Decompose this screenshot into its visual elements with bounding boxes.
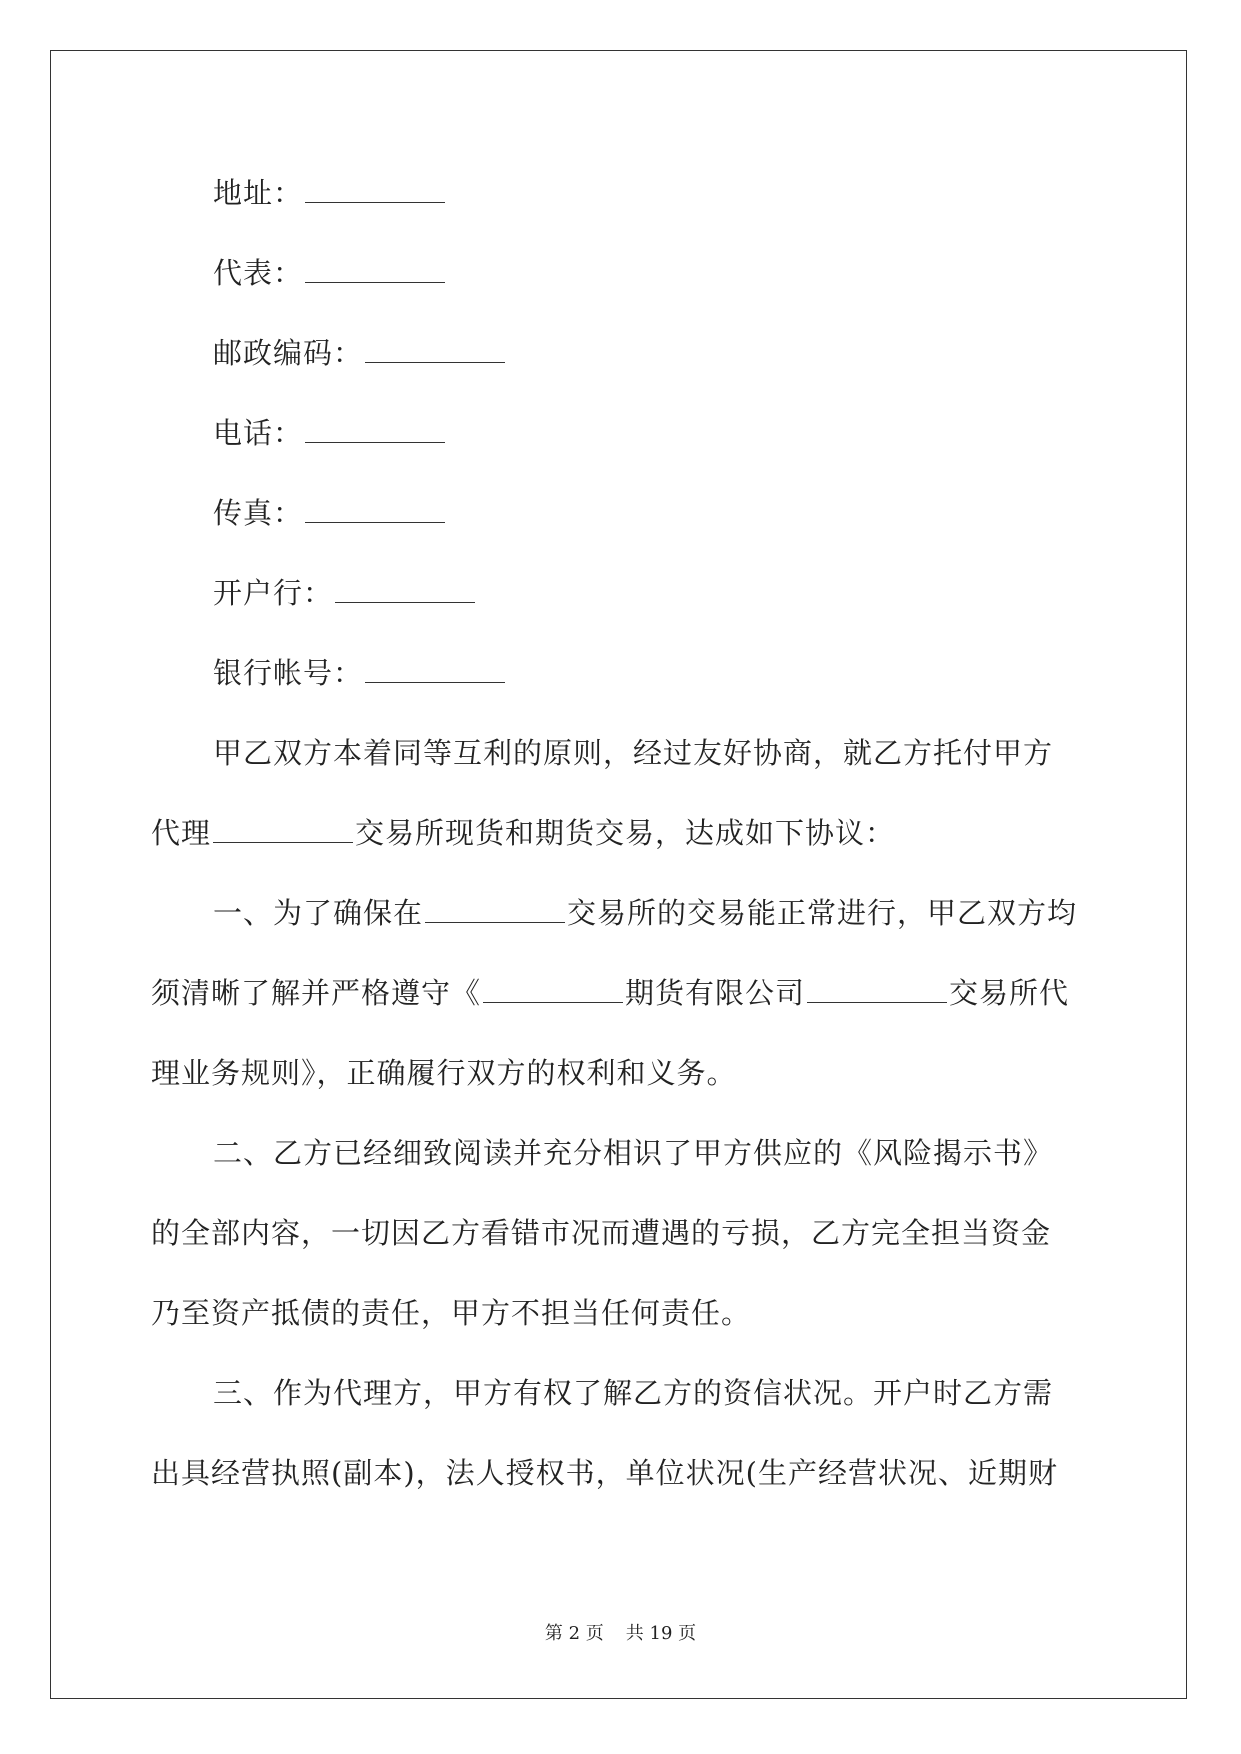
field-label: 代表： [213, 256, 304, 290]
blank-line [365, 656, 505, 683]
field-phone [213, 413, 447, 453]
field-label: 开户行： [213, 576, 334, 610]
field-label: 电话： [213, 416, 304, 450]
clause3-line-1: 三、作为代理方，甲方有权了解乙方的资信状况。开户时乙方需 [213, 1376, 1054, 1410]
intro-line-2 [151, 813, 895, 853]
blank-line [305, 496, 445, 523]
blank-line [807, 976, 947, 1003]
clause1-line-1 [213, 893, 1077, 933]
field-label: 地址： [213, 176, 304, 210]
text-segment: 须清晰了解并严格遵守《 [151, 976, 482, 1010]
field-postcode [213, 333, 507, 373]
blank-line [305, 416, 445, 443]
page-footer [0, 1622, 1241, 1646]
field-label: 传真： [213, 496, 304, 530]
field-bank [213, 573, 477, 613]
field-account [213, 653, 507, 693]
page-frame [50, 50, 1187, 1699]
blank-line [483, 976, 623, 1003]
clause1-line-2 [151, 973, 1069, 1013]
blank-line [425, 896, 565, 923]
field-label: 邮政编码： [213, 336, 364, 370]
clause2-line-1: 二、乙方已经细致阅读并充分相识了甲方供应的《风险揭示书》 [213, 1136, 1054, 1170]
blank-line [213, 816, 353, 843]
text-segment: 交易所现货和期货交易，达成如下协议： [355, 816, 896, 850]
clause1-line-3: 理业务规则》，正确履行双方的权利和义务。 [151, 1056, 737, 1090]
text-segment: 交易所代 [949, 976, 1070, 1010]
field-label: 银行帐号： [213, 656, 364, 690]
text-segment: 期货有限公司 [625, 976, 806, 1010]
page-total: 共 19 页 [625, 1623, 697, 1644]
clause3-line-2: 出具经营执照(副本)，法人授权书，单位状况(生产经营状况、近期财 [151, 1456, 1058, 1490]
blank-line [335, 576, 475, 603]
blank-line [305, 176, 445, 203]
page-number: 第 2 页 [544, 1623, 604, 1644]
blank-line [365, 336, 505, 363]
field-representative [213, 253, 447, 293]
field-fax [213, 493, 447, 533]
blank-line [305, 256, 445, 283]
clause2-line-3: 乃至资产抵债的责任，甲方不担当任何责任。 [151, 1296, 752, 1330]
clause2-line-2: 的全部内容，一切因乙方看错市况而遭遇的亏损，乙方完全担当资金 [151, 1216, 1052, 1250]
field-address [213, 173, 447, 213]
text-segment: 代理 [151, 816, 212, 850]
intro-line-1: 甲乙双方本着同等互利的原则，经过友好协商，就乙方托付甲方 [213, 736, 1054, 770]
text-segment: 交易所的交易能正常进行，甲乙双方均 [567, 896, 1078, 930]
text-segment: 一、为了确保在 [213, 896, 424, 930]
